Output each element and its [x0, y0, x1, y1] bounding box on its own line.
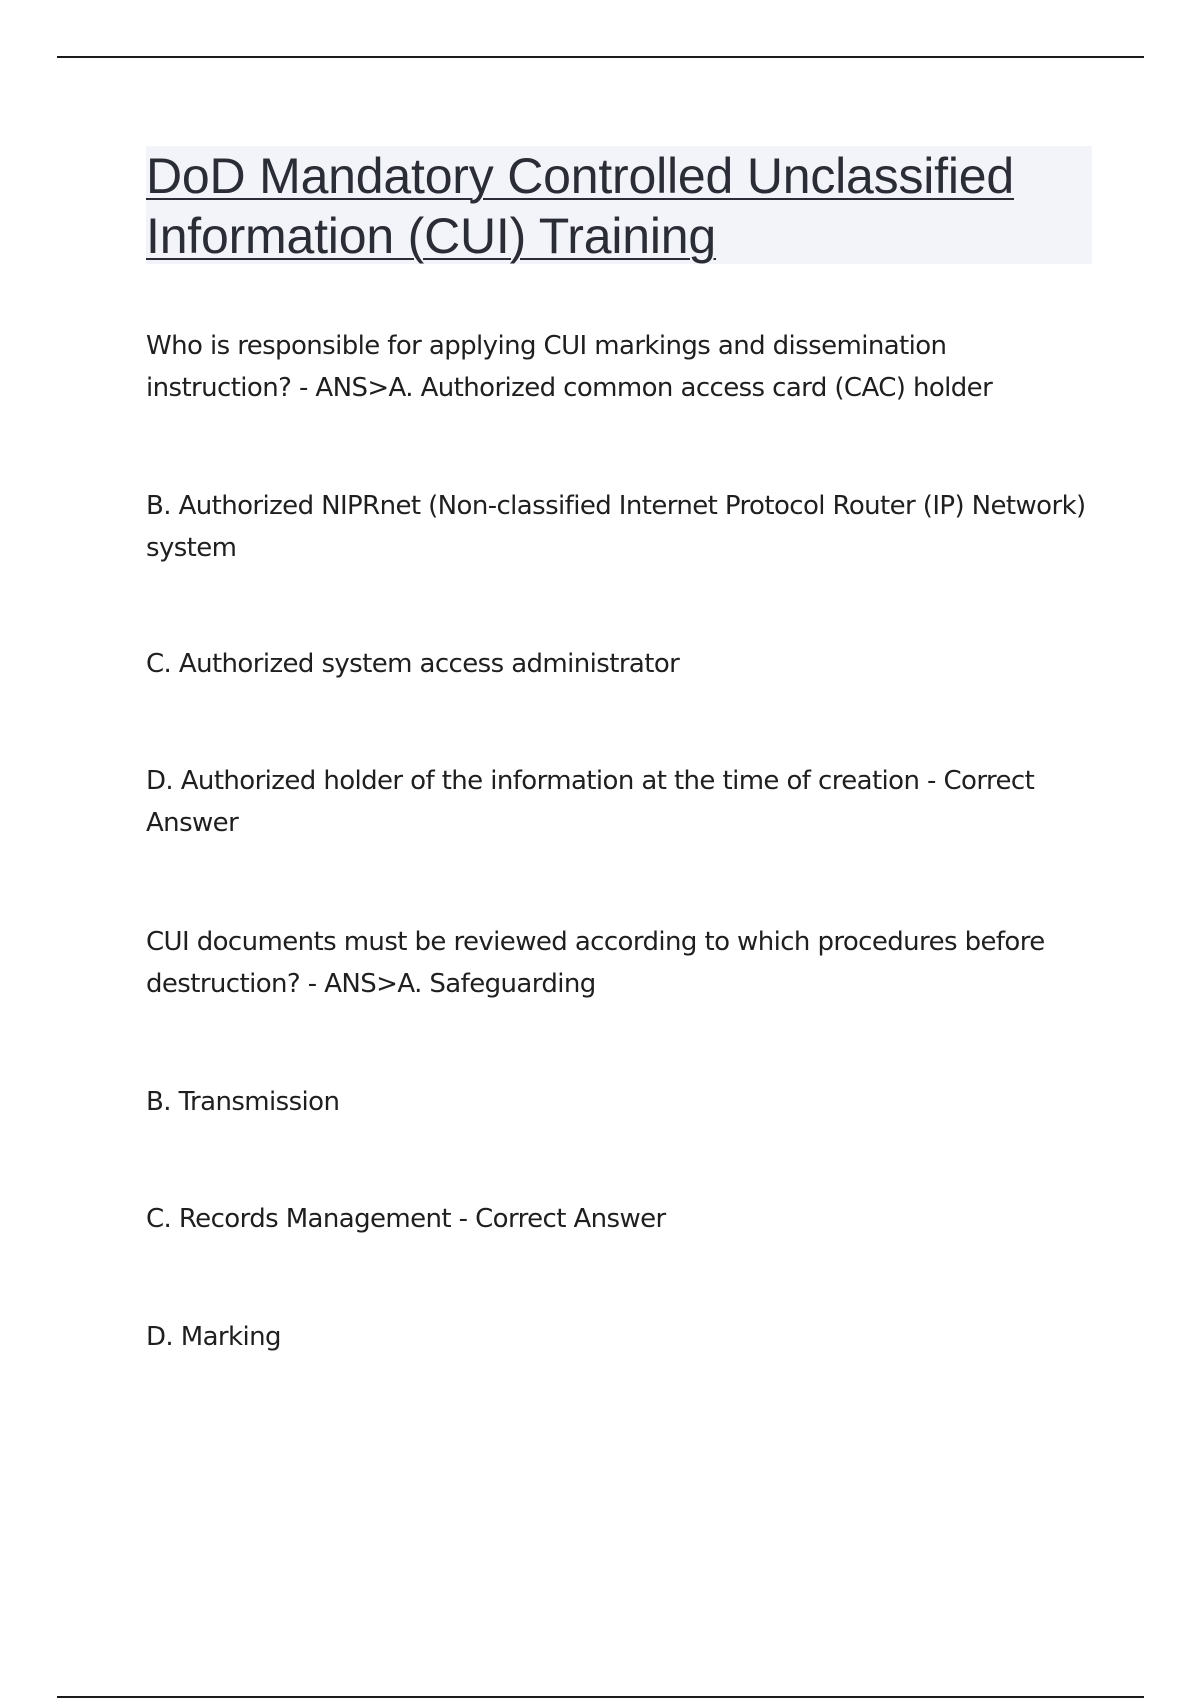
- question-2-option-b: B. Transmission: [146, 1087, 340, 1117]
- question-1-option-d: D. Authorized holder of the information at the time of creation - Correct Answer: [146, 766, 1035, 838]
- question-1: Who is responsible for applying CUI markings and dissemination instruction? - ANS>A. Authorized common access card (CAC) holder: [146, 331, 993, 403]
- question-2: CUI documents must be reviewed according to which procedures before destruction? - ANS>A. Safeguarding: [146, 927, 1045, 999]
- question-2-option-d: D. Marking: [146, 1322, 281, 1352]
- bottom-rule: [57, 1696, 1144, 1698]
- question-1-option-c: C. Authorized system access administrator: [146, 649, 680, 679]
- question-1-option-b: B. Authorized NIPRnet (Non-classified Internet Protocol Router (IP) Network) system: [146, 491, 1086, 563]
- top-rule: [57, 56, 1144, 58]
- question-2-option-c: C. Records Management - Correct Answer: [146, 1204, 666, 1234]
- document-title: DoD Mandatory Controlled Unclassified Information (CUI) Training: [146, 148, 1014, 264]
